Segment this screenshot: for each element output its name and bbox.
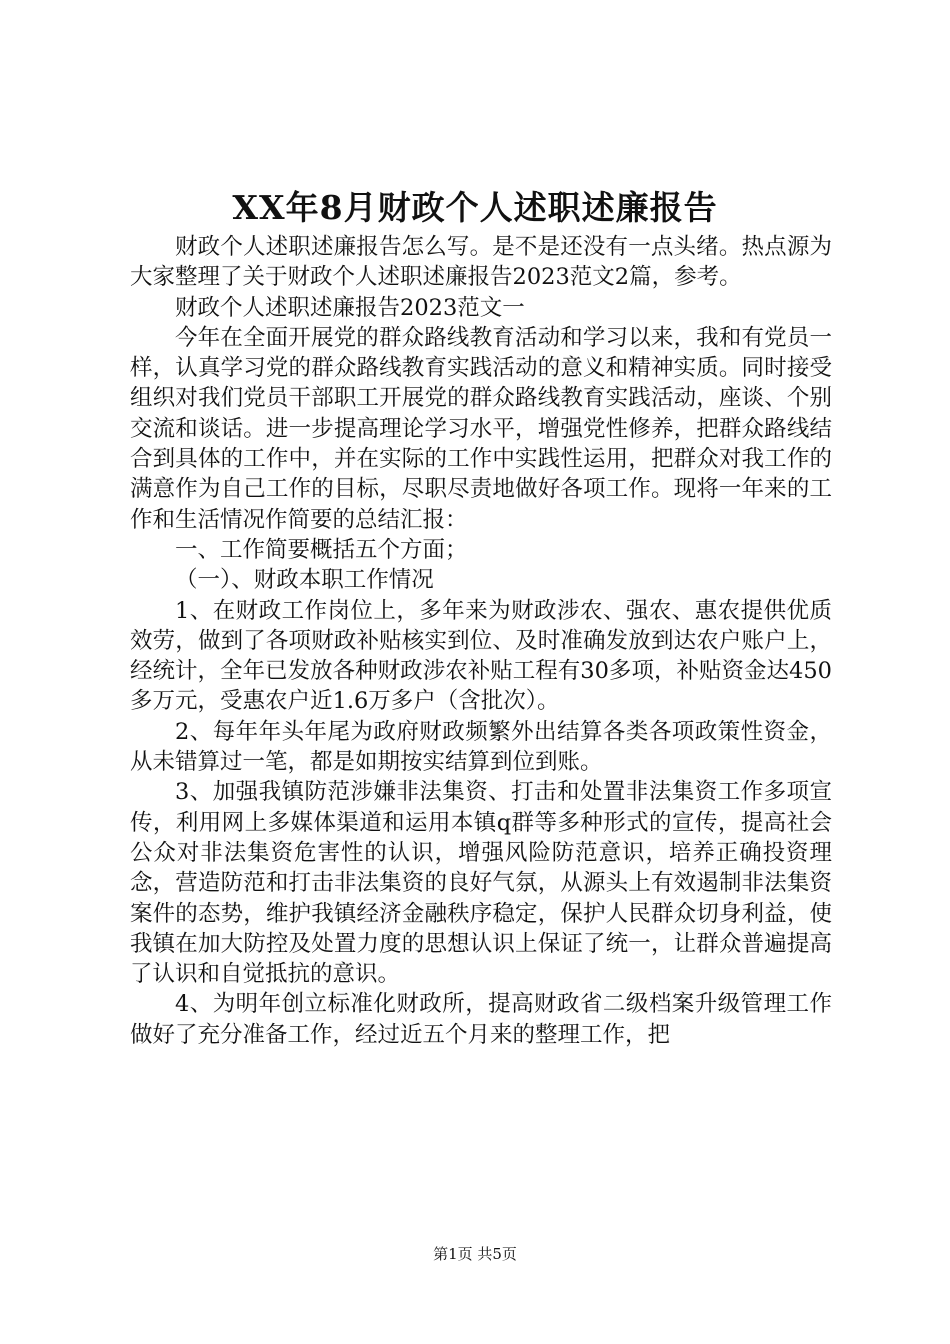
document-title: XX年8月财政个人述职述廉报告 — [232, 188, 718, 227]
paragraph-item-4: 4、为明年创立标准化财政所，提高财政省二级档案升级管理工作做好了充分准备工作，经过近五个月来的整理工作，把 — [130, 991, 832, 1048]
paragraph-item-2: 2、每年年头年尾为政府财政频繁外出结算各类各项政策性资金，从未错算过一笔，都是如期按实结算到位到账。 — [130, 718, 832, 776]
paragraph-subsection-heading: （一）、财政本职工作情况 — [175, 567, 434, 594]
paragraph-overview: 今年在全面开展党的群众路线教育活动和学习以来，我和有党员一样，认真学习党的群众路线教育实践活动的意义和精神实质。同时接受组织对我们党员干部职工开展党的群众路线教育实践活动，座谈、个别交流和谈话。进一步提高理论学习水平，增强党性修养，把群众路线结合到具体的工作中，并在实际的工作中实践性运用，把群众对我工作的满意作为自己工作的目标，尽职尽责地做好各项工作。现将一年来的工作和生活情况作简要的总结汇报： — [130, 324, 832, 533]
document-body — [130, 232, 832, 1050]
paragraph-intro: 财政个人述职述廉报告怎么写。是不是还没有一点头绪。热点源为大家整理了关于财政个人述职述廉报告2023范文2篇，参考。 — [130, 234, 832, 291]
paragraph-sample-heading: 财政个人述职述廉报告2023范文一 — [175, 294, 525, 321]
paragraph-section-heading: 一、工作简要概括五个方面； — [175, 536, 468, 563]
paragraph-item-3: 3、加强我镇防范涉嫌非法集资、打击和处置非法集资工作多项宣传，利用网上多媒体渠道和运用本镇q群等多种形式的宣传，提高社会公众对非法集资危害性的认识，增强风险防范意识，培养正确投资理念，营造防范和打击非法集资的良好气氛，从源头上有效遏制非法集资案件的态势，维护我镇经济金融秩序稳定，保护人民群众切身利益，使我镇在加大防控及处置力度的思想认识上保证了统一，让群众普遍提高了认识和自觉抵抗的意识。 — [130, 779, 832, 988]
page-number-footer: 第1页 共5页 — [433, 1245, 517, 1263]
paragraph-item-1: 1、在财政工作岗位上，多年来为财政涉农、强农、惠农提供优质效劳，做到了各项财政补贴核实到位、及时准确发放到达农户账户上，经统计，全年已发放各种财政涉农补贴工程有30多项，补贴资金达450多万元，受惠农户近1.6万多户（含批次）。 — [130, 597, 832, 715]
